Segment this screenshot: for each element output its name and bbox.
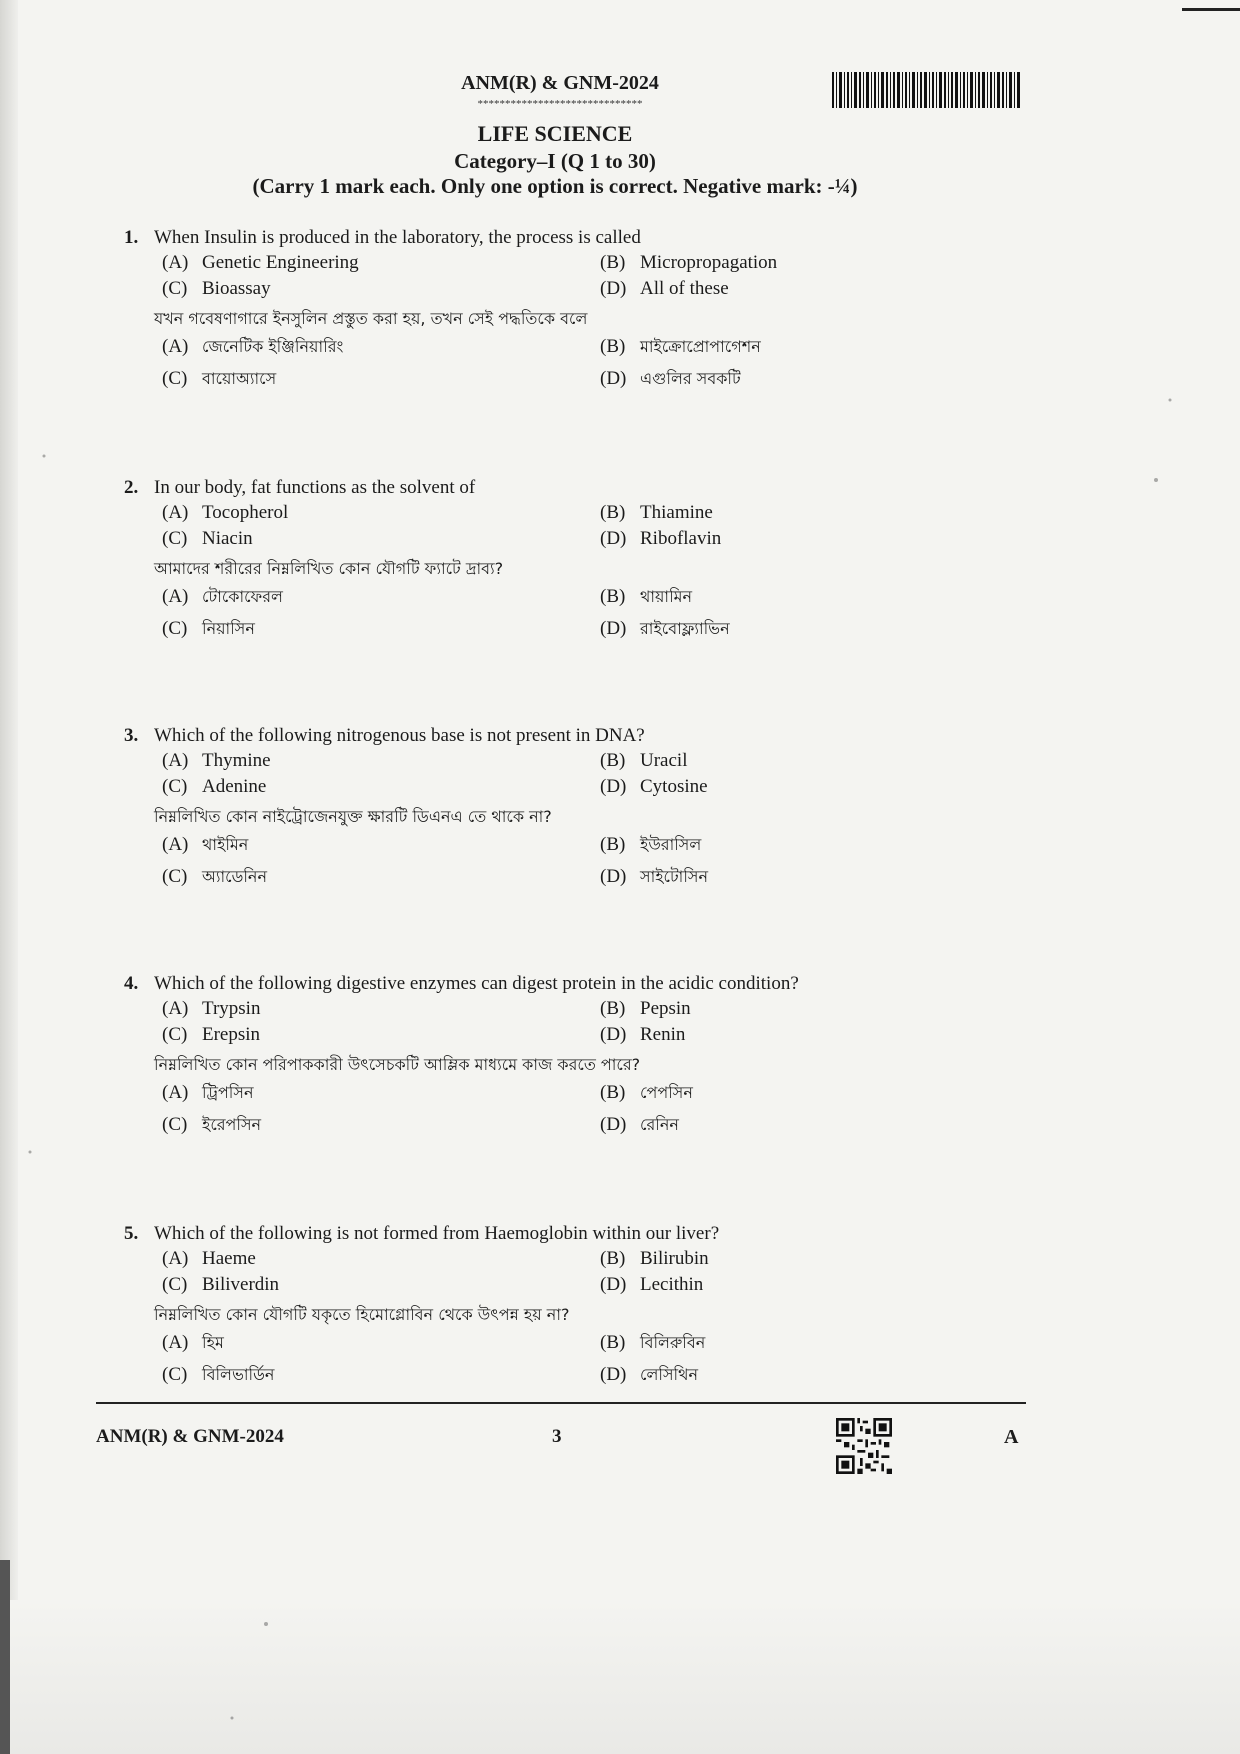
- option-label: (D): [600, 776, 627, 797]
- option-b: [600, 250, 777, 276]
- option-d: [600, 276, 729, 302]
- option-text: থায়ামিন: [640, 587, 693, 606]
- option-label: (A): [162, 1082, 189, 1103]
- bengali-option-a: [162, 332, 343, 363]
- bengali-question-text: নিম্নলিখিত কোন নাইট্রোজেনযুক্ত ক্ষারটি ডিএনএ তে থাকে না?: [154, 807, 552, 826]
- option-label: (D): [600, 1024, 627, 1045]
- question-3: [124, 724, 1024, 892]
- option-label: (B): [600, 750, 626, 771]
- question-text: [124, 226, 1024, 250]
- option-label: (B): [600, 252, 626, 273]
- option-grid: [124, 748, 1024, 800]
- option-label: (C): [162, 866, 188, 887]
- option-text: ইরেপসিন: [202, 1115, 262, 1134]
- question-stem: Which of the following is not formed from Haemoglobin within our liver?: [154, 1223, 720, 1244]
- option-label: (A): [162, 1248, 189, 1269]
- option-text: হিম: [202, 1333, 224, 1352]
- question-text: [124, 724, 1024, 748]
- option-a: [162, 500, 288, 526]
- option-label: (D): [600, 278, 627, 299]
- option-text: বিলিরুবিন: [640, 1333, 706, 1352]
- option-a: [162, 996, 260, 1022]
- question-5: [124, 1222, 1024, 1390]
- option-text: Tocopherol: [202, 502, 289, 523]
- option-c: [162, 1272, 279, 1298]
- option-text: Bioassay: [202, 278, 271, 299]
- option-text: Uracil: [640, 750, 688, 771]
- option-text: Lecithin: [640, 1274, 704, 1295]
- option-a: [162, 1246, 256, 1272]
- option-grid: [124, 250, 1024, 302]
- option-text: মাইক্রোপ্রোপাগেশন: [640, 337, 761, 356]
- option-label: (D): [600, 618, 627, 639]
- question-number: 5.: [124, 1223, 139, 1244]
- question-number: 4.: [124, 973, 139, 994]
- option-label: (B): [600, 1082, 626, 1103]
- option-grid: [124, 996, 1024, 1048]
- option-label: (D): [600, 1364, 627, 1385]
- option-text: ইউরাসিল: [640, 835, 702, 854]
- bengali-option-a: [162, 1328, 224, 1359]
- option-text: Bilirubin: [640, 1248, 709, 1269]
- bengali-option-grid: [124, 332, 1024, 394]
- option-text: Thiamine: [640, 502, 713, 523]
- bengali-question-text: নিম্নলিখিত কোন যৌগটি যকৃতে হিমোগ্লোবিন থেকে উৎপন্ন হয় না?: [154, 1305, 570, 1324]
- question-2: [124, 476, 1024, 644]
- option-label: (A): [162, 750, 189, 771]
- option-label: (C): [162, 618, 188, 639]
- scan-bottom-shadow: [0, 1600, 1240, 1754]
- option-b: [600, 996, 691, 1022]
- option-b: [600, 748, 687, 774]
- scan-edge-shadow: [0, 0, 18, 1754]
- bengali-option-grid: [124, 1328, 1024, 1390]
- option-label: (B): [600, 1248, 626, 1269]
- option-text: থাইমিন: [202, 835, 249, 854]
- option-label: (D): [600, 866, 627, 887]
- option-label: (B): [600, 502, 626, 523]
- question-number: 1.: [124, 227, 139, 248]
- option-c: [162, 276, 271, 302]
- option-label: (A): [162, 502, 189, 523]
- option-d: [600, 1272, 703, 1298]
- option-label: (B): [600, 834, 626, 855]
- option-label: (B): [600, 1332, 626, 1353]
- option-a: [162, 748, 271, 774]
- option-label: (D): [600, 368, 627, 389]
- bengali-option-grid: [124, 830, 1024, 892]
- option-grid: [124, 500, 1024, 552]
- bengali-option-grid: [124, 1078, 1024, 1140]
- question-1: [124, 226, 1024, 394]
- question-number: 3.: [124, 725, 139, 746]
- option-c: [162, 1022, 260, 1048]
- option-text: বায়োঅ্যাসে: [202, 369, 277, 388]
- footer-divider: [96, 1402, 1026, 1404]
- option-label: (B): [600, 336, 626, 357]
- page-number: 3: [552, 1426, 562, 1447]
- option-text: Trypsin: [202, 998, 261, 1019]
- option-text: Micropropagation: [640, 252, 778, 273]
- option-text: Genetic Engineering: [202, 252, 359, 273]
- option-text: Renin: [640, 1024, 686, 1045]
- option-text: Cytosine: [640, 776, 708, 797]
- bengali-option-grid: [124, 582, 1024, 644]
- qr-code-icon: [836, 1418, 892, 1474]
- option-text: বিলিভার্ডিন: [202, 1365, 275, 1384]
- bengali-option-c: [162, 1360, 274, 1391]
- option-b: [600, 500, 713, 526]
- option-text: এগুলির সবকটি: [640, 369, 741, 388]
- footer-exam-title: ANM(R) & GNM-2024: [96, 1426, 284, 1447]
- option-text: Haeme: [202, 1248, 256, 1269]
- bengali-option-c: [162, 364, 276, 395]
- question-text: [124, 476, 1024, 500]
- question-stem: When Insulin is produced in the laboratory, the process is called: [154, 227, 641, 248]
- option-a: [162, 250, 359, 276]
- option-text: Erepsin: [202, 1024, 261, 1045]
- option-label: (C): [162, 1024, 188, 1045]
- option-label: (A): [162, 336, 189, 357]
- question-4: [124, 972, 1024, 1140]
- option-label: (A): [162, 1332, 189, 1353]
- option-label: (A): [162, 834, 189, 855]
- option-label: (D): [600, 528, 627, 549]
- option-text: পেপসিন: [640, 1083, 693, 1102]
- option-label: (C): [162, 528, 188, 549]
- bengali-option-b: [600, 1078, 693, 1109]
- option-text: ট্রিপসিন: [202, 1083, 254, 1102]
- option-label: (C): [162, 776, 188, 797]
- option-grid: [124, 1246, 1024, 1298]
- option-text: Riboflavin: [640, 528, 722, 549]
- subject-title: LIFE SCIENCE: [477, 121, 633, 146]
- option-text: নিয়াসিন: [202, 619, 255, 638]
- option-label: (B): [600, 586, 626, 607]
- option-label: (D): [600, 1274, 627, 1295]
- bengali-option-b: [600, 1328, 705, 1359]
- option-text: জেনেটিক ইঞ্জিনিয়ারিং: [202, 337, 344, 356]
- bengali-option-a: [162, 1078, 254, 1109]
- option-text: Adenine: [202, 776, 267, 797]
- bengali-option-d: [600, 1360, 698, 1391]
- corner-mark: [1182, 8, 1240, 11]
- question-stem: Which of the following nitrogenous base is not present in DNA?: [154, 725, 645, 746]
- marking-instructions: (Carry 1 mark each. Only one option is correct. Negative mark: -¼): [252, 174, 858, 198]
- option-text: টোকোফেরল: [202, 587, 283, 606]
- option-text: Niacin: [202, 528, 253, 549]
- bengali-option-d: [600, 862, 708, 893]
- option-text: All of these: [640, 278, 729, 299]
- star-divider: ******************************: [477, 98, 643, 110]
- question-stem: In our body, fat functions as the solvent of: [154, 477, 476, 498]
- option-label: (C): [162, 1274, 188, 1295]
- option-d: [600, 774, 708, 800]
- question-number: 2.: [124, 477, 139, 498]
- option-d: [600, 526, 721, 552]
- option-label: (B): [600, 998, 626, 1019]
- option-text: রেনিন: [640, 1115, 679, 1134]
- bengali-option-d: [600, 364, 741, 395]
- option-label: (A): [162, 252, 189, 273]
- bengali-question-text: নিম্নলিখিত কোন পরিপাককারী উৎসেচকটি আম্লিক মাধ্যমে কাজ করতে পারে?: [154, 1055, 641, 1074]
- bengali-option-b: [600, 582, 692, 613]
- option-text: Pepsin: [640, 998, 691, 1019]
- option-c: [162, 526, 253, 552]
- bengali-option-d: [600, 1110, 679, 1141]
- option-text: রাইবোফ্ল্যাভিন: [640, 619, 730, 638]
- bengali-option-a: [162, 830, 248, 861]
- option-label: (D): [600, 1114, 627, 1135]
- bengali-option-d: [600, 614, 730, 645]
- bengali-question-text: আমাদের শরীরের নিম্নলিখিত কোন যৌগটি ফ্যাটে দ্রাব্য?: [154, 559, 504, 578]
- option-label: (C): [162, 1364, 188, 1385]
- bengali-option-c: [162, 862, 267, 893]
- set-code: A: [1004, 1426, 1019, 1448]
- question-stem: Which of the following digestive enzymes can digest protein in the acidic condition?: [154, 973, 799, 994]
- option-text: সাইটোসিন: [640, 867, 709, 886]
- option-text: লেসিথিন: [640, 1365, 699, 1384]
- bengali-option-b: [600, 332, 761, 363]
- bengali-option-c: [162, 1110, 261, 1141]
- option-text: Biliverdin: [202, 1274, 280, 1295]
- bengali-option-c: [162, 614, 255, 645]
- option-label: (C): [162, 368, 188, 389]
- option-text: Thymine: [202, 750, 271, 771]
- exam-title: ANM(R) & GNM-2024: [461, 72, 659, 94]
- bengali-option-a: [162, 582, 283, 613]
- question-text: [124, 1222, 1024, 1246]
- option-label: (C): [162, 278, 188, 299]
- option-b: [600, 1246, 709, 1272]
- option-label: (C): [162, 1114, 188, 1135]
- category-title: Category–I (Q 1 to 30): [454, 149, 656, 173]
- bengali-option-b: [600, 830, 701, 861]
- bengali-question-text: যখন গবেষণাগারে ইনসুলিন প্রস্তুত করা হয়, তখন সেই পদ্ধতিকে বলে: [154, 309, 588, 328]
- option-c: [162, 774, 266, 800]
- binding-mark: [0, 1560, 10, 1754]
- option-text: অ্যাডেনিন: [202, 867, 268, 886]
- option-label: (A): [162, 998, 189, 1019]
- option-d: [600, 1022, 685, 1048]
- option-label: (A): [162, 586, 189, 607]
- question-text: [124, 972, 1024, 996]
